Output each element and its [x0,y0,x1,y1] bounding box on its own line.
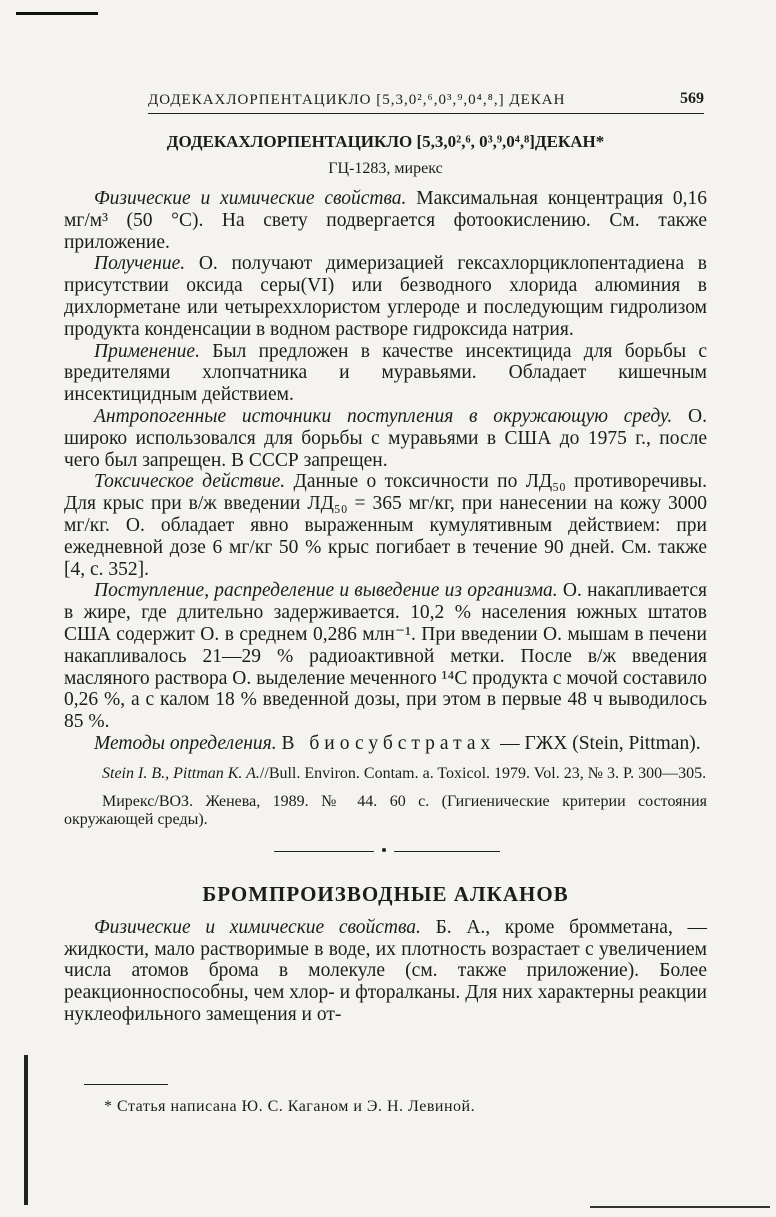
section-heading: Физические и химические свойства. [94,916,421,938]
section-distribution [64,580,707,733]
section-methods [64,733,707,755]
section-heading: Методы определения. [94,732,277,754]
section-heading: Токсическое действие. [94,471,286,493]
article-subtitle: ГЦ-1283, мирекс [328,160,443,177]
corner-mark [16,12,98,15]
section-text: О. накапливается в жире, где длительно задерживается. 10,2 % населения южных штатов США содержит О. в среднем 0,286 млн⁻¹. При введении О. мышам в печени накапливалось 21—29 % радиоактивной метки. После в/ж введения масляного раствора О. выделение меченного ¹⁴С продукта с мочой составило 0,26 %, а с калом 18 % введенной дозы, при этом в первые 48 ч выводилось 85 %. [64,580,707,733]
page-edge-mark [24,1055,28,1205]
methods-spaced-term: В биосубстратах [281,732,496,754]
section-text: Б. А., кроме бромметана, — жидкости, мало растворимые в воде, их плотность возрастает с увеличением числа атомов брома в молекуле (см. также приложение). Более реакционноспособны, чем хлор- и фторалканы. Для них характерны реакции нуклеофильного замещения и от- [64,916,707,1025]
section-text: Данные о токсичности по ЛД₅₀ противоречивы. Для крыс при в/ж введении ЛД₅₀ = 365 мг/кг, при нанесении на кожу 3000 мг/кг. О. обладает явно выраженным кумулятивным действием: при ежедневной дозе 6 мг/кг 50 % крыс погибает в течение 90 дней. См. также [4, с. 352]. [64,471,707,580]
page-content [64,128,707,1026]
footnote-rule [84,1084,168,1085]
reference-authors: Stein I. B., Pittman K. A. [102,764,260,782]
section-heading: Получение. [94,253,186,275]
bottom-edge-mark [590,1206,770,1208]
reference-item [64,793,707,829]
section-text: Максимальная концентрация 0,16 мг/м³ (50 °С). На свету подвергается фотоокислению. См. также приложение. [64,188,707,253]
next-article-text [64,917,707,1026]
section-application [64,341,707,406]
reference-text: //Bull. Environ. Contam. a. Toxicol. 1979. Vol. 23, № 3. P. 300—305. [259,764,707,782]
running-header [148,92,704,114]
section-properties [64,188,707,253]
section-separator [64,841,707,865]
section-text: Был предложен в качестве инсектицида для борьбы с вредителями хлопчатника и муравьями. Обладает кишечным инсектицидным действием. [64,340,707,406]
section-text: О. широко использовался для борьбы с муравьями в США до 1975 г., после чего был запрещен. В СССР запрещен. [64,405,707,471]
section-sources [64,406,707,471]
section-heading: Антропогенные источники поступления в окружающую среду. [94,405,673,427]
article-title: ДОДЕКАХЛОРПЕНТАЦИКЛО [5,3,0²,⁶, 0³,⁹,0⁴,⁸]ДЕКАН* [166,132,605,151]
section-text: О. получают димеризацией гексахлорциклопентадиена в присутствии оксида серы(VI) или безводного хлорида алюминия в дихлорметане или четыреххлористом углероде и последующим гидролизом продукта конденсации в водном растворе гидроксида натрия. [64,253,707,340]
section-production [64,253,707,340]
running-title: ДОДЕКАХЛОРПЕНТАЦИКЛО [5,3,0²,⁶,0³,⁹,0⁴,⁸,] ДЕКАН [148,92,566,108]
section-heading: Физические и химические свойства. [94,188,407,209]
reference-text: Мирекс/ВОЗ. Женева, 1989. № 44. 60 с. (Гигиенические критерии состояния окружающей среды). [64,792,707,828]
section-toxicity [64,471,707,580]
section-heading: Применение. [94,340,200,362]
reference-item [64,765,707,783]
section-heading: Поступление, распределение и выведение из организма. [94,580,558,602]
next-article-title: БРОМПРОИЗВОДНЫЕ АЛКАНОВ [202,881,569,906]
header-rule [148,113,704,114]
page-number: 569 [680,90,704,107]
footnote: * Статья написана Ю. С. Каганом и Э. Н. Левиной. [104,1098,476,1115]
section-text: — ГЖХ (Stein, Pittman). [495,732,701,754]
